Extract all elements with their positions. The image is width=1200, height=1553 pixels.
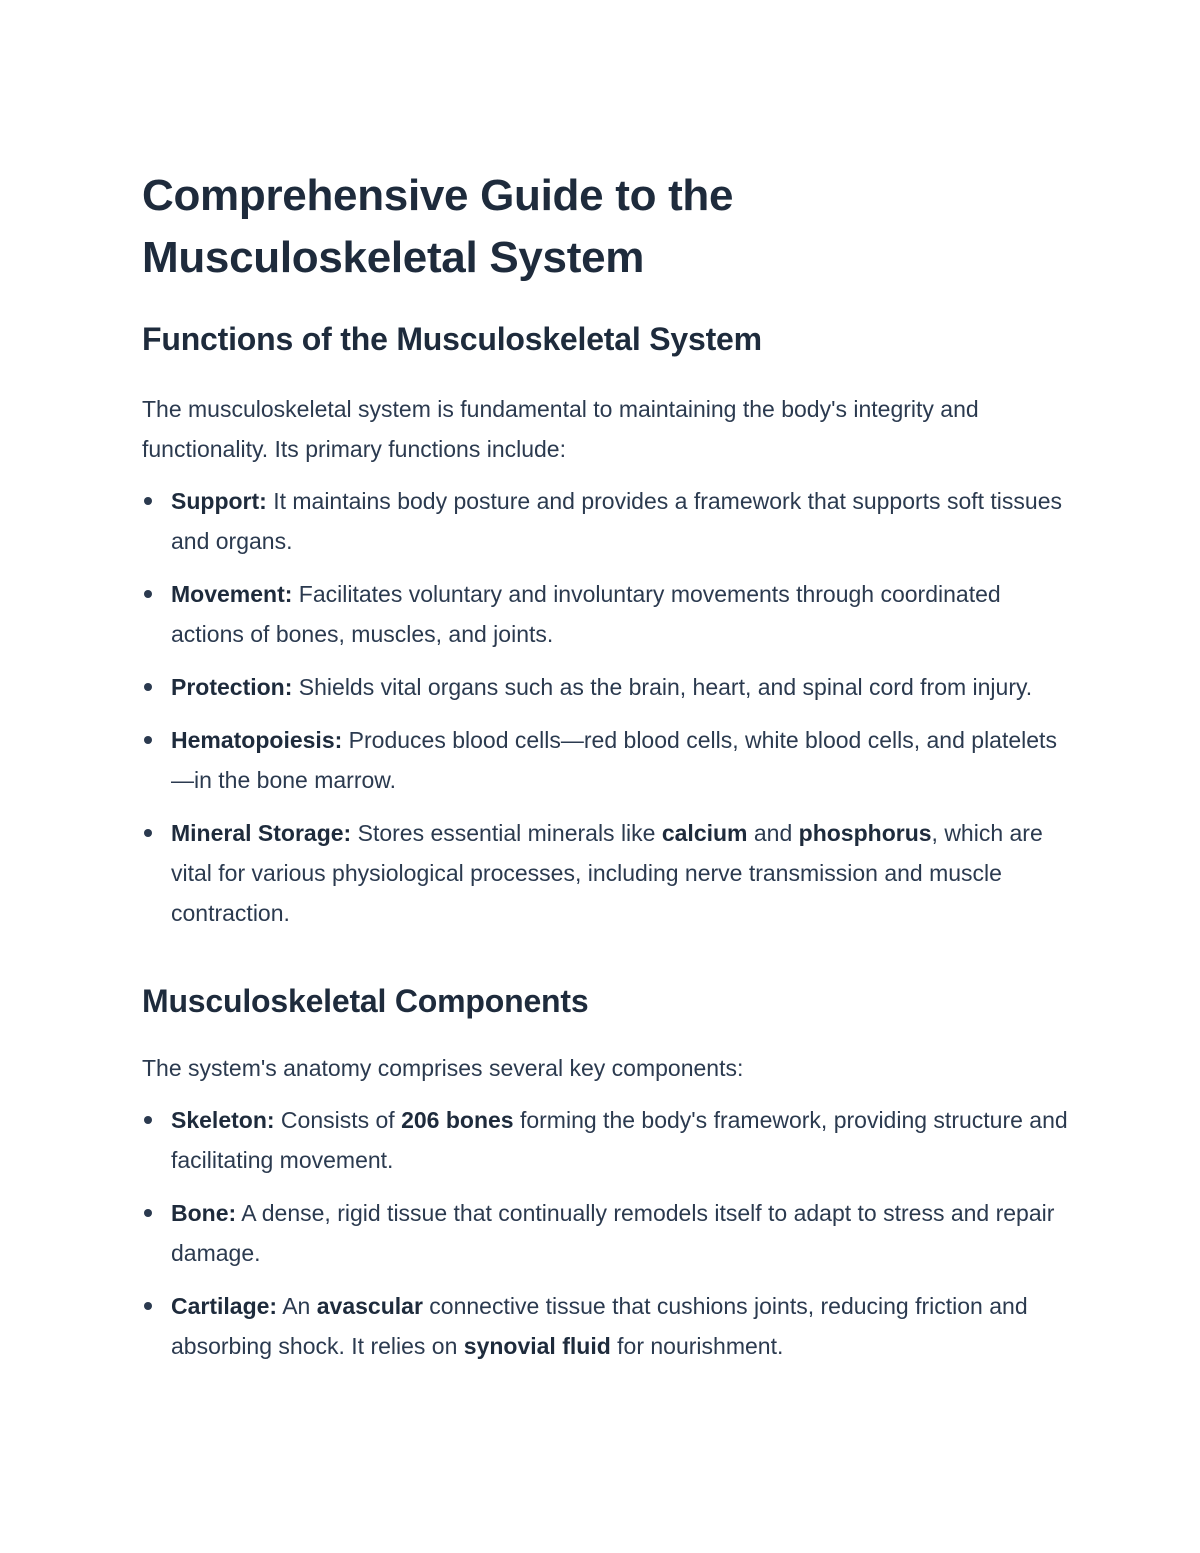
list-item-bone	[142, 1193, 1072, 1273]
page-title: Comprehensive Guide to the Musculoskeletal System	[142, 171, 734, 282]
components-list	[142, 1100, 1072, 1366]
emphasis-avascular: avascular	[316, 1293, 423, 1319]
bullet-icon	[144, 1302, 152, 1310]
list-item-text: Produces blood cells—red blood cells, white blood cells, and platelets—in the bone marrow.	[171, 727, 1057, 793]
functions-list	[142, 481, 1072, 933]
list-item-text: Stores essential minerals like	[351, 820, 662, 846]
list-item-text: Shields vital organs such as the brain, heart, and spinal cord from injury.	[292, 674, 1033, 700]
list-item-term: Support:	[171, 488, 267, 514]
list-item-text: An	[277, 1293, 317, 1319]
list-item-text: connective tissue that cushions joints, reducing friction and absorbing shock. It relies on	[171, 1293, 1028, 1359]
document-page	[142, 165, 1072, 1379]
section-intro-functions: The musculoskeletal system is fundamental to maintaining the body's integrity and functionality. Its primary functions include:	[142, 396, 979, 462]
section-heading-functions: Functions of the Musculoskeletal System	[142, 321, 762, 357]
list-item-term: Bone:	[171, 1200, 237, 1226]
section-intro-components: The system's anatomy comprises several key components:	[142, 1055, 744, 1081]
list-item-text: A dense, rigid tissue that continually remodels itself to adapt to stress and repair damage.	[171, 1200, 1055, 1266]
list-item-text: It maintains body posture and provides a framework that supports soft tissues and organs.	[171, 488, 1062, 554]
list-item-text: Consists of	[274, 1107, 402, 1133]
list-item-term: Protection:	[171, 674, 293, 700]
list-item-text: forming the body's framework, providing structure and facilitating movement.	[171, 1107, 1068, 1173]
list-item-text: and	[747, 820, 799, 846]
list-item-text: for nourishment.	[610, 1333, 784, 1359]
bullet-icon	[144, 1116, 152, 1124]
list-item-protection	[142, 667, 1072, 707]
emphasis-calcium: calcium	[661, 820, 748, 846]
section-heading-components: Musculoskeletal Components	[142, 983, 589, 1019]
bullet-icon	[144, 1209, 152, 1217]
emphasis-phosphorus: phosphorus	[798, 820, 932, 846]
list-item-text: Facilitates voluntary and involuntary movements through coordinated actions of bones, muscles, and joints.	[171, 581, 1001, 647]
bullet-icon	[144, 590, 152, 598]
bullet-icon	[144, 829, 152, 837]
list-item-text: , which are vital for various physiological processes, including nerve transmission and muscle contraction.	[171, 820, 1043, 926]
emphasis-206-bones: 206 bones	[401, 1107, 514, 1133]
list-item-skeleton	[142, 1100, 1072, 1180]
list-item-term: Skeleton:	[171, 1107, 275, 1133]
list-item-mineral-storage	[142, 813, 1072, 933]
emphasis-synovial-fluid: synovial fluid	[463, 1333, 611, 1359]
list-item-movement	[142, 574, 1072, 654]
bullet-icon	[144, 683, 152, 691]
list-item-term: Movement:	[171, 581, 293, 607]
list-item-support	[142, 481, 1072, 561]
list-item-term: Cartilage:	[171, 1293, 278, 1319]
bullet-icon	[144, 497, 152, 505]
list-item-term: Hematopoiesis:	[171, 727, 343, 753]
list-item-hematopoiesis	[142, 720, 1072, 800]
list-item-term: Mineral Storage:	[171, 820, 352, 846]
bullet-icon	[144, 736, 152, 744]
list-item-cartilage	[142, 1286, 1072, 1366]
